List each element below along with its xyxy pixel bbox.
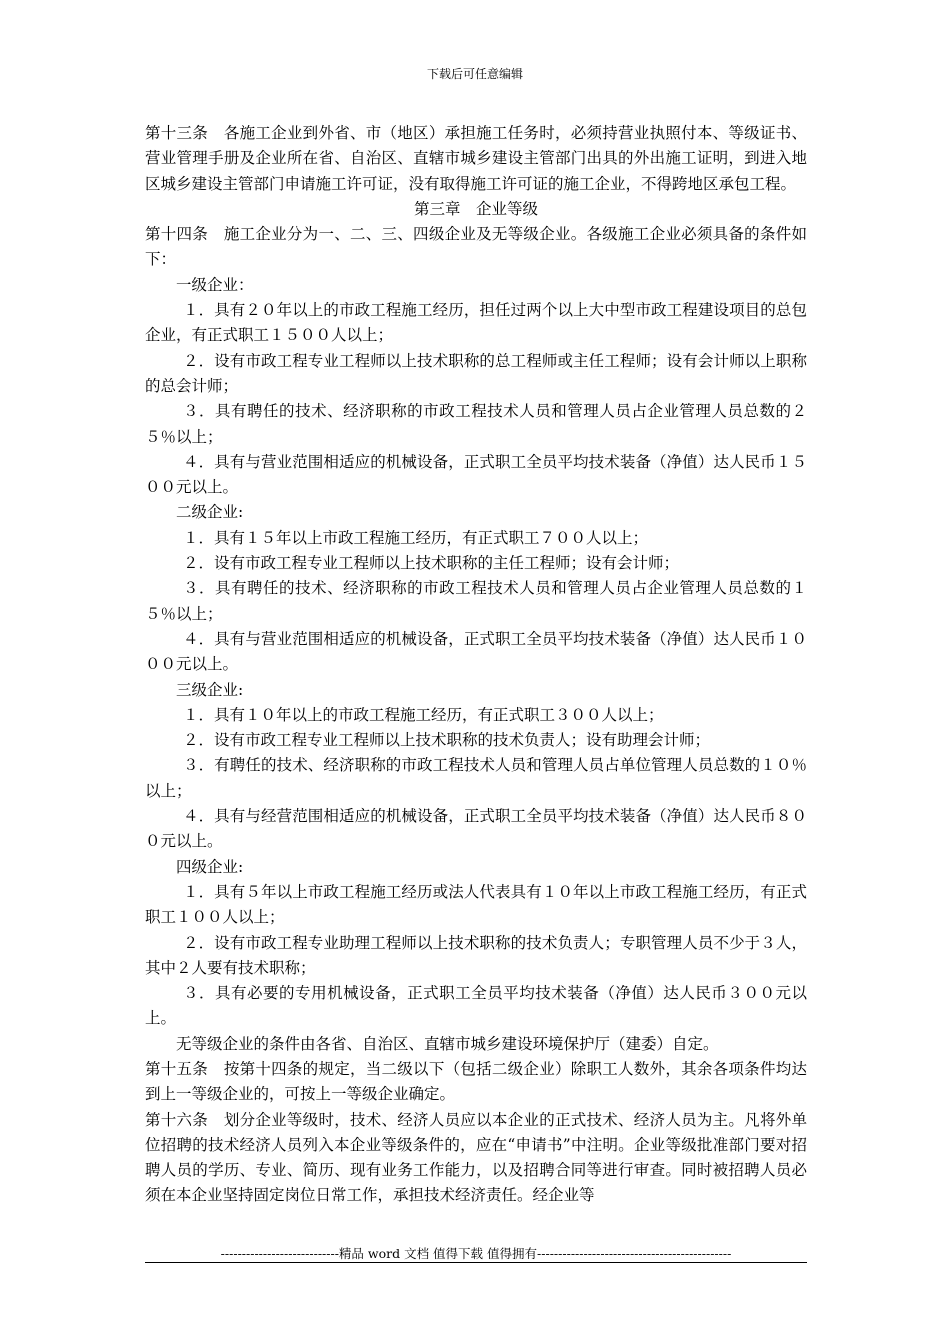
grade-4-heading: 四级企业:	[176, 857, 244, 876]
grade-3-item-4: ４．具有与经营范围相适应的机械设备，正式职工全员平均技术装备（净值）达人民币８００元以上。	[145, 807, 807, 851]
grade-3-item-1: １．具有１０年以上的市政工程施工经历，有正式职工３００人以上；	[182, 705, 664, 724]
page-footer: ----------------------------精品 word 文档 值得下载 值得拥有----------------------------------------------	[220, 1246, 732, 1261]
grade-2-item-4: ４．具有与营业范围相适应的机械设备，正式职工全员平均技术装备（净值）达人民币１０００元以上。	[145, 629, 807, 674]
grade-2-heading: 二级企业:	[176, 503, 244, 522]
page-header: 下载后可任意编辑	[426, 67, 523, 81]
grade-4-item-2: ２．设有市政工程专业助理工程师以上技术职称的技术负责人；专职管理人员不少于３人，其中２人要有技术职称；	[145, 933, 807, 977]
grade-1-item-2: ２．设有市政工程专业工程师以上技术职称的总工程师或主任工程师；设有会计师以上职称的总会计师；	[145, 351, 807, 395]
grade-3-item-2: ２．设有市政工程专业工程师以上技术职称的技术负责人；设有助理会计师；	[182, 731, 710, 750]
article-16: 第十六条 划分企业等级时，技术、经济人员应以本企业的正式技术、经济人员为主。凡将外单位招聘的技术经济人员列入本企业等级条件的，应在“申请书”中注明。企业等级批准部门要对招聘人员的学历、专业、简历、现有业务工作能力，以及招聘合同等进行审查。同时被招聘人员必须在本企业坚持固定岗位日常工作，承担技术经济责任。经企业等	[145, 1110, 807, 1205]
article-14: 第十四条 施工企业分为一、二、三、四级企业及无等级企业。各级施工企业必须具备的条件如下：	[145, 225, 807, 269]
grade-1-item-1: １．具有２０年以上的市政工程施工经历，担任过两个以上大中型市政工程建设项目的总包企业，有正式职工１５００人以上；	[145, 301, 807, 345]
grade-1-item-4: ４．具有与营业范围相适应的机械设备，正式职工全员平均技术装备（净值）达人民币１５００元以上。	[145, 452, 807, 497]
grade-2-item-2: ２．设有市政工程专业工程师以上技术职称的主任工程师；设有会计师；	[182, 554, 679, 573]
document-body	[145, 121, 807, 1209]
chapter-heading: 第三章 企业等级	[413, 199, 538, 218]
ungraded-note: 无等级企业的条件由各省、自治区、直辖市城乡建设环境保护厅（建委）自定。	[176, 1034, 719, 1053]
article-13: 第十三条 各施工企业到外省、市（地区）承担施工任务时，必须持营业执照付本、等级证书、营业管理手册及企业所在省、自治区、直辖市城乡建设主管部门出具的外出施工证明，到进入地区城乡建设主管部门申请施工许可证，没有取得施工许可证的施工企业，不得跨地区承包工程。	[145, 124, 807, 193]
grade-2-item-3: ３．具有聘任的技术、经济职称的市政工程技术人员和管理人员占企业管理人员总数的１５％以上；	[145, 579, 807, 623]
grade-4-item-1: １．具有５年以上市政工程施工经历或法人代表具有１０年以上市政工程施工经历，有正式职工１００人以上；	[145, 882, 807, 927]
grade-3-heading: 三级企业:	[176, 680, 244, 699]
grade-4-item-3: ３．具有必要的专用机械设备，正式职工全员平均技术装备（净值）达人民币３００元以上。	[145, 984, 807, 1028]
grade-1-heading: 一级企业：	[176, 275, 254, 294]
article-15: 第十五条 按第十四条的规定，当二级以下（包括二级企业）除职工人数外，其余各项条件均达到上一等级企业的，可按上一等级企业确定。	[145, 1059, 807, 1104]
grade-1-item-3: ３．具有聘任的技术、经济职称的市政工程技术人员和管理人员占企业管理人员总数的２５％以上；	[145, 402, 807, 446]
footer-divider	[145, 1262, 807, 1263]
grade-2-item-1: １．具有１５年以上市政工程施工经历，有正式职工７００人以上；	[182, 528, 648, 547]
grade-3-item-3: ３．有聘任的技术、经济职称的市政工程技术人员和管理人员占单位管理人员总数的１０％以上；	[145, 756, 807, 800]
